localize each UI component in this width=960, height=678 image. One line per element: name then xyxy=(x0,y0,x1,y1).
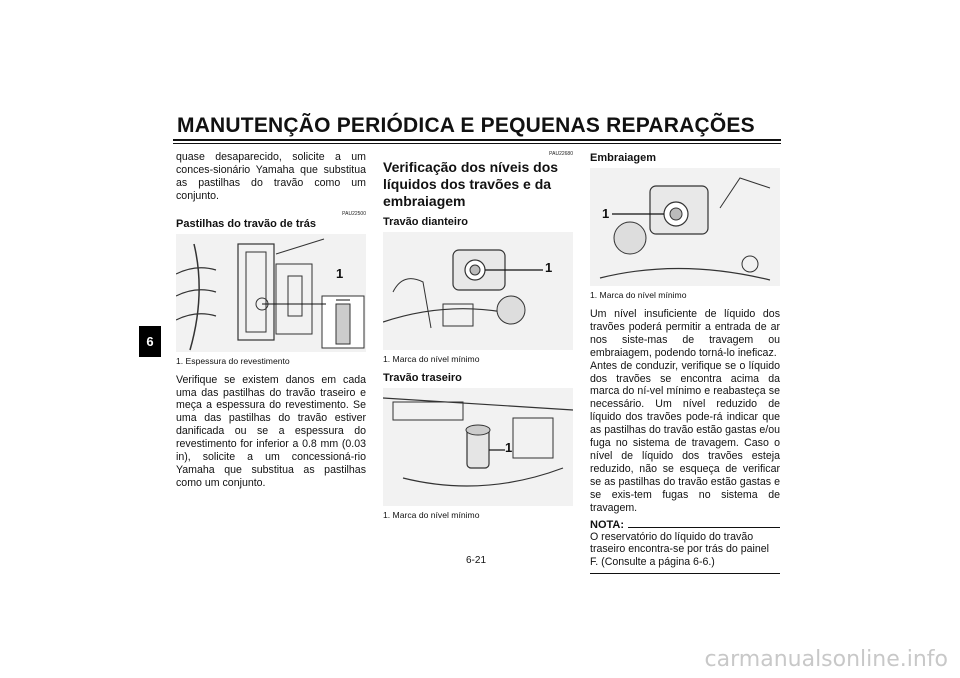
watermark: carmanualsonline.info xyxy=(704,647,948,672)
column-3 xyxy=(590,151,780,574)
section-heading: Embraiagem xyxy=(590,152,657,164)
figure-label: 1 xyxy=(602,206,610,221)
front-brake-reservoir-figure xyxy=(383,232,573,350)
column-2 xyxy=(383,151,573,528)
intro-text: quase desaparecido, solicite a um conces-sionário Yamaha que substitua as pastilhas do travão como um conjunto. xyxy=(176,151,366,202)
section-heading: Verificação dos níveis dos líquidos dos travões e da embraiagem xyxy=(383,159,559,209)
clutch-reservoir-figure xyxy=(590,168,780,286)
body-text: Antes de conduzir, verifique se o líquido dos travões se encontra acima da marca do ní-vel mínimo e reabasteça se necessário. Um nível reduzido de líquido dos travões pode-rá indicar que as pastilhas do travão estão gastas e/ou fuga no sistema de travagem. Caso o nível de líquido dos travões esteja reduzido, não se esqueça de verificar se as pastilhas do travão estão gastas e se exis-tem fugas no sistema de travagem. xyxy=(590,359,780,514)
figure-label: 1 xyxy=(545,260,553,275)
brake-pad-figure xyxy=(176,234,366,352)
note-text: O reservatório do líquido do travão traseiro encontra-se por trás do painel F. (Consulte a página 6-6.) xyxy=(590,530,770,569)
note-label: NOTA: xyxy=(590,518,625,531)
subheading-front-brake: Travão dianteiro xyxy=(383,216,468,228)
section-code: PAU22680 xyxy=(549,151,573,157)
figure-caption: 1. Marca do nível mínimo xyxy=(590,290,687,300)
column-1 xyxy=(176,151,366,490)
figure-caption: 1. Marca do nível mínimo xyxy=(383,354,480,364)
note-end-rule xyxy=(590,573,780,574)
note-heading xyxy=(590,519,780,531)
section-code: PAU22500 xyxy=(342,210,366,217)
chapter-tab: 6 xyxy=(139,326,161,357)
section-heading: Pastilhas do travão de trás xyxy=(176,217,316,230)
title-rule-thin xyxy=(173,143,781,144)
figure-caption: 1. Marca do nível mínimo xyxy=(383,510,480,520)
body-text: Um nível insuficiente de líquido dos travões poderá permitir a entrada de ar nos siste-mas de travagem ou embraiagem, podendo torná-lo ineficaz. xyxy=(590,308,780,359)
figure-label: 1 xyxy=(505,440,513,455)
body-text: Verifique se existem danos em cada uma das pastilhas do travão traseiro e meça a espessura do revestimento. Se uma das pastilhas do travão estiver danificada ou se a espessura do revestimento for inferior a 0.8 mm (0.03 in), solicite a um concessioná-rio Yamaha que substitua as pastilhas como um conjunto. xyxy=(176,373,366,489)
page-number: 6-21 xyxy=(466,555,487,566)
figure-caption: 1. Espessura do revestimento xyxy=(176,355,290,366)
note-rule xyxy=(628,527,780,528)
figure-label: 1 xyxy=(336,265,344,281)
rear-brake-reservoir-figure xyxy=(383,388,573,506)
subheading-rear-brake: Travão traseiro xyxy=(383,372,462,384)
page-title: MANUTENÇÃO PERIÓDICA E PEQUENAS REPARAÇÕES xyxy=(177,114,755,137)
title-rule xyxy=(173,139,781,141)
